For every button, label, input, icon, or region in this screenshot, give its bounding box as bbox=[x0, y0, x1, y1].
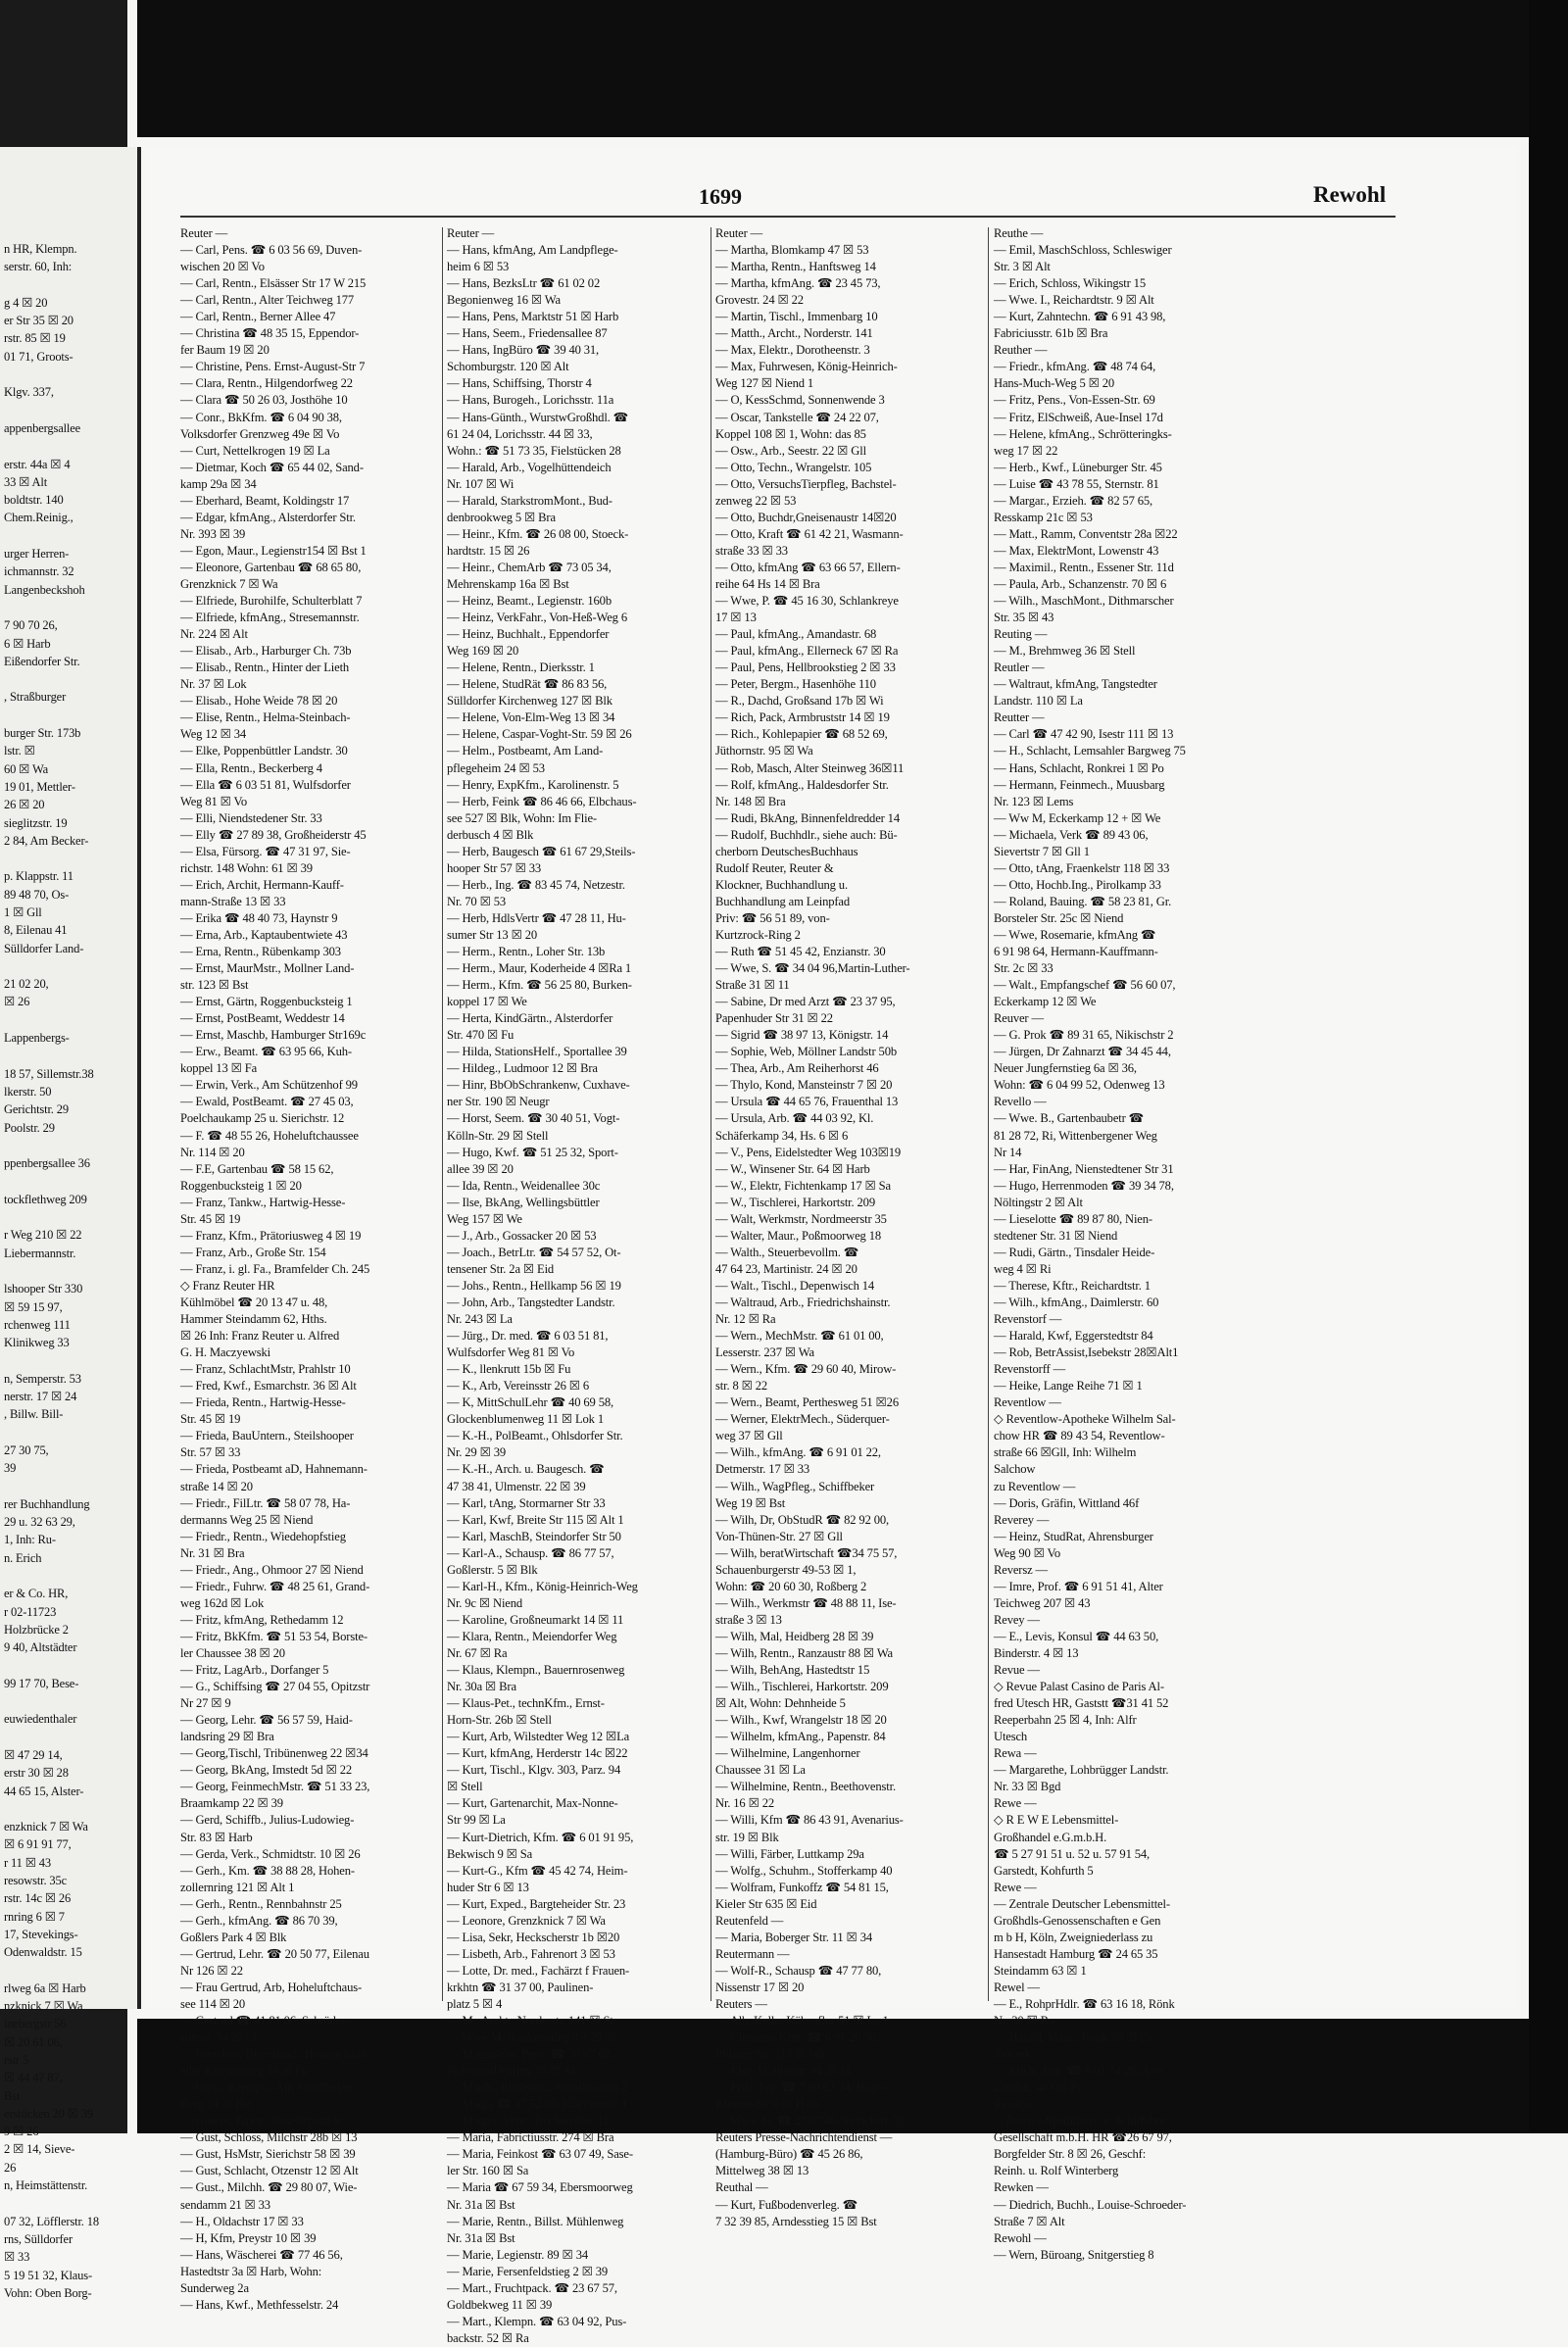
previous-page-column: n HR, Klempn. serstr. 60, Inh: g 4 ☒ 20 er Str 35 ☒ 20 rstr. 85 ☒ 19 01 71, Groots- Klgv. 337, appenbergsallee erstr. 44a ☒ 4 33 ☒ Alt boldtstr. 140 Chem.Reinig., urger Herren- ichmannstr. 32 Langenbeckshoh 7 90 70 26, 6 ☒ Harb Eißendorfer Str. , Straßburger burger Str. 173b lstr. ☒ 60 ☒ Wa 19 01, Mettler- 26 ☒ 20 sieglitzstr. 19 2 84, Am Becker- p. Klappstr. 11 89 48 70, Os- 1 ☒ Gll 8, Eilenau 41 Sülldorfer Land- 21 02 20, ☒ 26 Lappenbergs- 18 57, Sillemstr.38 lkerstr. 50 Gerichtstr. 29 Poolstr. 29 ppenbergsallee 36 tockflethweg 209 r Weg 210 ☒ 22 Liebermannstr. lshooper Str 330 ☒ 59 15 97, rchenweg 111 Klinikweg 33 n, Semperstr. 53 nerstr. 17 ☒ 24 , Billw. Bill- 27 30 75, 39 rer Buchhandlung 29 u. 32 63 29, 1, Inh: Ru- n. Erich er & Co. HR, r 02-11723 Holzbrücke 2 9 40, Altstädter 99 17 70, Bese- euwiedenthaler ☒ 47 29 14, erstr 30 ☒ 28 44 65 15, Alster- enzknick 7 ☒ Wa ☒ 6 91 91 77, r 11 ☒ 43 resowstr. 35c rstr. 14c ☒ 26 rnring 6 ☒ 7 17, Stevekings- Odenwaldstr. 15 rlweg 6a ☒ Harb nzknick 7 ☒ Wa inebergstr 56 ☒ 20 61 06, rstr 5 ☒ 44 47 87, Bst erstücken 20 ☒ 39 9 ☒ 26 2 ☒ 14, Sieve- 26 n, Heimstättenstr. 07 32, Löfflerstr. 18 rns, Sülldorfer ☒ 33 5 19 51 32, Klaus- Vohn: Oben Borg- bbox=[4, 242, 99, 2300]
directory-column-1: Reuter — — Carl, Pens. ☎ 6 03 56 69, Duven- wischen 20 ☒ Vo — Carl, Rentn., Elsässer Str 17 W 215 — Carl, Rentn., Alter Teichweg 177 — Carl, Rentn., Berner Allee 47 — Christina ☎ 48 35 15, Eppendor- fer Baum 19 ☒ 20 — Christine, Pens. Ernst-August-Str 7 — Clara, Rentn., Hilgendorfweg 22 — Clara ☎ 50 26 03, Josthöhe 10 — Conr., BkKfm. ☎ 6 04 90 38, Volksdorfer Grenzweg 49e ☒ Vo — Curt, Nettelkrogen 19 ☒ La — Dietmar, Koch ☎ 65 44 02, Sand- kamp 29a ☒ 34 — Eberhard, Beamt, Koldingstr 17 — Edgar, kfmAng., Alsterdorfer Str. Nr. 393 ☒ 39 — Egon, Maur., Legienstr154 ☒ Bst 1 — Eleonore, Gartenbau ☎ 68 65 80, Grenzknick 7 ☒ Wa — Elfriede, Burohilfe, Schulterblatt 7 — Elfriede, kfmAng., Stresemannstr. Nr. 224 ☒ Alt — Elisab., Arb., Harburger Ch. 73b — Elisab., Rentn., Hinter der Lieth Nr. 37 ☒ Lok — Elisab., Hohe Weide 78 ☒ 20 — Elise, Rentn., Helma-Steinbach- Weg 12 ☒ 34 — Elke, Poppenbüttler Landstr. 30 — Ella, Rentn., Beckerberg 4 — Ella ☎ 6 03 51 81, Wulfsdorfer Weg 81 ☒ Vo — Elli, Niendstedener Str. 33 — Elly ☎ 27 89 38, Großheiderstr 45 — Elsa, Fürsorg. ☎ 47 31 97, Sie- richstr. 148 Wohn: 61 ☒ 39 — Erich, Archit, Hermann-Kauff- mann-Straße 13 ☒ 33 — Erika ☎ 48 40 73, Haynstr 9 — Erna, Arb., Kaptaubentwiete 43 — Erna, Rentn., Rübenkamp 303 — Ernst, MaurMstr., Mollner Land- str. 123 ☒ Bst — Ernst, Gärtn, Roggenbucksteig 1 — Ernst, PostBeamt, Weddestr 14 — Ernst, Maschb, Hamburger Str169c — Erw., Beamt. ☎ 63 95 66, Kuh- koppel 13 ☒ Fa — Erwin, Verk., Am Schützenhof 99 — Ewald, PostBeamt. ☎ 27 45 03, Poelchaukamp 25 u. Sierichstr. 12 — F. ☎ 48 55 26, Hoheluftchaussee Nr. 114 ☒ 20 — F.E, Gartenbau ☎ 58 15 62, Roggenbucksteig 1 ☒ 20 — Franz, Tankw., Hartwig-Hesse- Str. 45 ☒ 19 — Franz, Kfm., Prätoriusweg 4 ☒ 19 — Franz, Arb., Große Str. 154 — Franz, i. gl. Fa., Bramfelder Ch. 245 ◇ Franz Reuter HR Kühlmöbel ☎ 20 13 47 u. 48, Hammer Steindamm 62, Hths. ☒ 26 Inh: Franz Reuter u. Alfred G. H. Maczyewski — Franz, SchlachtMstr, Prahlstr 10 — Fred, Kwf., Esmarchstr. 36 ☒ Alt — Frieda, Rentn., Hartwig-Hesse- Str. 45 ☒ 19 — Frieda, BauUntern., Steilshooper Str. 57 ☒ 33 — Frieda, Postbeamt aD, Hahnemann- straße 14 ☒ 20 — Friedr., FilLtr. ☎ 58 07 78, Ha- dermanns Weg 25 ☒ Niend — Friedr., Rentn., Wiedehopfstieg Nr. 31 ☒ Bra — Friedr., Ang., Ohmoor 27 ☒ Niend — Friedr., Fuhrw. ☎ 48 25 61, Grand- weg 162d ☒ Lok — Fritz, kfmAng, Rethedamm 12 — Fritz, BkKfm. ☎ 51 53 54, Borste- ler Chaussee 38 ☒ 20 — Fritz, LagArb., Dorfanger 5 — G., Schiffsing ☎ 27 04 55, Opitzstr Nr 27 ☒ 9 — Georg, Lehr. ☎ 56 57 59, Haid- landsring 29 ☒ Bra — Georg,Tischl, Tribünenweg 22 ☒34 — Georg, BkAng, Imstedt 5d ☒ 22 — Georg, FeinmechMstr. ☎ 51 33 23, Braamkamp 22 ☒ 39 — Gerd, Schiffb., Julius-Ludowieg- Str. 83 ☒ Harb — Gerda, Verk., Schmidtstr. 10 ☒ 26 — Gerh., Km. ☎ 38 88 28, Hohen- zollernring 121 ☒ Alt 1 — Gerh., Rentn., Rennbahnstr 25 — Gerh., kfmAng. ☎ 86 70 39, Goßlers Park 4 ☒ Blk — Gertrud, Lehr. ☎ 20 50 77, Eilenau Nr 126 ☒ 22 — Frau Gertrud, Arb, Hoheluftchaus- see 114 ☒ 20 — Gertrud ☎ 41 81 06, Schröder- stiftstr. 34 ☒ 13 — Gretchen, BlumBind., Hummelsbüt- teler Kirchenweg 39 ☒ Fu — Günt., Klempn., Am Schiffbeker Berg 14 ☒ Bst — Gustav, Tapez., Beselerplatz 9 — Gust, Schloss, Milchstr 28b ☒ 13 — Gust, HsMstr, Sierichstr 58 ☒ 39 — Gust, Schlacht, Otzenstr 12 ☒ Alt — Gust., Milchh. ☎ 29 80 07, Wie- sendamm 21 ☒ 33 — H., Oldachstr 17 ☒ 33 — H, Kfm, Preystr 10 ☒ 39 — Hans, Wäscherei ☎ 77 46 56, Hastedtstr 3a ☒ Harb, Wohn: Sunderweg 2a — Hans, Kwf., Methfesselstr. 24 bbox=[180, 226, 371, 2312]
directory-column-3: Reuter — — Martha, Blomkamp 47 ☒ 53 — Martha, Rentn., Hanftsweg 14 — Martha, kfmAng. ☎ 23 45 73, Grovestr. 24 ☒ 22 — Martin, Tischl., Immenbarg 10 — Matth., Archt., Norderstr. 141 — Max, Elektr., Dorotheenstr. 3 — Max, Fuhrwesen, König-Heinrich- Weg 127 ☒ Niend 1 — O, KessSchmd, Sonnenwende 3 — Oscar, Tankstelle ☎ 24 22 07, Koppel 108 ☒ 1, Wohn: das 85 — Osw., Arb., Seestr. 22 ☒ Gll — Otto, Techn., Wrangelstr. 105 — Otto, VersuchsTierpfleg, Bachstel- zenweg 22 ☒ 53 — Otto, Buchdr,Gneisenaustr 14☒20 — Otto, Kraft ☎ 61 42 21, Wasmann- straße 33 ☒ 33 — Otto, kfmAng ☎ 63 66 57, Ellern- reihe 64 Hs 14 ☒ Bra — Wwe, P. ☎ 45 16 30, Schlankreye 17 ☒ 13 — Paul, kfmAng., Amandastr. 68 — Paul, kfmAng., Ellerneck 67 ☒ Ra — Paul, Pens, Hellbrookstieg 2 ☒ 33 — Peter, Bergm., Hasenhöhe 110 — R., Dachd, Großsand 17b ☒ Wi — Rich, Pack, Armbruststr 14 ☒ 19 — Rich., Kohlepapier ☎ 68 52 69, Jüthornstr. 95 ☒ Wa — Rob, Masch, Alter Steinweg 36☒11 — Rolf, kfmAng., Haldesdorfer Str. Nr. 148 ☒ Bra — Rudi, BkAng, Binnenfeldredder 14 — Rudolf, Buchhdlr., siehe auch: Bü- cherborn DeutschesBuchhaus Rudolf Reuter, Reuter & Klockner, Buchhandlung u. Buchhandlung am Leinpfad Priv: ☎ 56 51 89, von- Kurtzrock-Ring 2 — Ruth ☎ 51 45 42, Enzianstr. 30 — Wwe, S. ☎ 34 04 96,Martin-Luther- Straße 31 ☒ 11 — Sabine, Dr med Arzt ☎ 23 37 95, Papenhuder Str 31 ☒ 22 — Sigrid ☎ 38 97 13, Königstr. 14 — Sophie, Web, Möllner Landstr 50b — Thea, Arb., Am Reiherhorst 46 — Thylo, Kond, Mansteinstr 7 ☒ 20 — Ursula ☎ 44 65 76, Frauenthal 13 — Ursula, Arb. ☎ 44 03 92, Kl. Schäferkamp 34, Hs. 6 ☒ 6 — V., Pens, Eidelstedter Weg 103☒19 — W., Winsener Str. 64 ☒ Harb — W., Elektr, Fichtenkamp 17 ☒ Sa — W., Tischlerei, Harkortstr. 209 — Walt, Werkmstr, Nordmeerstr 35 — Walter, Maur., Poßmoorweg 18 — Walth., Steuerbevollm. ☎ 47 64 23, Martinistr. 24 ☒ 20 — Walt., Tischl., Depenwisch 14 — Waltraud, Arb., Friedrichshainstr. Nr. 12 ☒ Ra — Wern., MechMstr. ☎ 61 01 00, Lesserstr. 237 ☒ Wa — Wern., Kfm. ☎ 29 60 40, Mirow- str. 8 ☒ 22 — Wern., Beamt, Perthesweg 51 ☒26 — Werner, ElektrMech., Süderquer- weg 37 ☒ Gll — Wilh., kfmAng. ☎ 6 91 01 22, Detmerstr. 17 ☒ 33 — Wilh., WagPfleg., Schiffbeker Weg 19 ☒ Bst — Wilh, Dr, ObStudR ☎ 82 92 00, Von-Thünen-Str. 27 ☒ Gll — Wilh, beratWirtschaft ☎34 75 57, Schauenburgerstr 49-53 ☒ 1, Wohn: ☎ 20 60 30, Roßberg 2 — Wilh., Werkmstr ☎ 48 88 11, Ise- straße 3 ☒ 13 — Wilh, Mal, Heidberg 28 ☒ 39 — Wilh, Rentn., Ranzaustr 88 ☒ Wa — Wilh, BehAng, Hastedtstr 15 — Wilh., Tischlerei, Harkortstr. 209 ☒ Alt, Wohn: Dehnheide 5 — Wilh., Kwf, Wrangelstr 18 ☒ 20 — Wilhelm, kfmAng., Papenstr. 84 — Wilhelmine, Langenhorner Chaussee 31 ☒ La — Wilhelmine, Rentn., Beethovenstr. Nr. 16 ☒ 22 — Willi, Kfm ☎ 86 43 91, Avenarius- str. 19 ☒ Blk — Willi, Färber, Luttkamp 29a — Wolfg., Schuhm., Stofferkamp 40 — Wolfram, Funkoffz ☎ 54 81 15, Kieler Str 635 ☒ Eid Reutenfeld — — Maria, Boberger Str. 11 ☒ 34 Reutermann — — Wolf-R., Schausp ☎ 47 77 80, Nissenstr 17 ☒ 20 Reuters — — Alb, Kelln, Käkenflur 51 ☒ La 1 — Clemens, Kfm. ☎ 6 91 20 30, Pillauer Str. 113 ☒ Wa — Else, Mühlenstr 34 ☒ 34 — Fritz, Ing. ☎ 7 90 62 34, Hugo- Klemm-Str 8 ☒ Harb — Wwe, G. ☎ 27 87 46, Sierichstr 73 Reuters Presse-Nachrichtendienst — (Hamburg-Büro) ☎ 45 26 86, Mittelweg 38 ☒ 13 Reuthal — — Kurt, Fußbodenverleg. ☎ 7 32 39 85, Arndesstieg 15 ☒ Bst bbox=[715, 226, 910, 2228]
column-rule bbox=[442, 227, 443, 2001]
previous-page-fragment bbox=[0, 147, 141, 2300]
scan-border-right bbox=[1529, 0, 1568, 2133]
page-number: 1699 bbox=[699, 184, 742, 209]
scan-border-top bbox=[137, 0, 1529, 137]
directory-page bbox=[145, 147, 1517, 2345]
column-rule bbox=[988, 227, 989, 2001]
column-rule bbox=[710, 227, 711, 2001]
directory-column-2: Reuter — — Hans, kfmAng, Am Landpflege- heim 6 ☒ 53 — Hans, BezksLtr ☎ 61 02 02 Begonienweg 16 ☒ Wa — Hans, Pens, Marktstr 51 ☒ Harb — Hans, Seem., Friedensallee 87 — Hans, IngBüro ☎ 39 40 31, Schomburgstr. 120 ☒ Alt — Hans, Schiffsing, Thorstr 4 — Hans, Burogeh., Lorichsstr. 11a — Hans-Günth., WurstwGroßhdl. ☎ 61 24 04, Lorichsstr. 44 ☒ 33, Wohn.: ☎ 51 73 35, Fielstücken 28 — Harald, Arb., Vogelhüttendeich Nr. 107 ☒ Wi — Harald, StarkstromMont., Bud- denbrookweg 5 ☒ Bra — Heinr., Kfm. ☎ 26 08 00, Stoeck- hardtstr. 15 ☒ 26 — Heinr., ChemArb ☎ 73 05 34, Mehrenskamp 16a ☒ Bst — Heinz, Beamt., Legienstr. 160b — Heinz, VerkFahr., Von-Heß-Weg 6 — Heinz, Buchhalt., Eppendorfer Weg 169 ☒ 20 — Helene, Rentn., Dierksstr. 1 — Helene, StudRät ☎ 86 83 56, Sülldorfer Kirchenweg 127 ☒ Blk — Helene, Von-Elm-Weg 13 ☒ 34 — Helene, Caspar-Voght-Str. 59 ☒ 26 — Helm., Postbeamt, Am Land- pflegeheim 24 ☒ 53 — Henry, ExpKfm., Karolinenstr. 5 — Herb, Feink ☎ 86 46 66, Elbchaus- see 527 ☒ Blk, Wohn: Im Flie- derbusch 4 ☒ Blk — Herb, Baugesch ☎ 61 67 29,Steils- hooper Str 57 ☒ 33 — Herb., Ing. ☎ 83 45 74, Netzestr. Nr. 70 ☒ 53 — Herb, HdlsVertr ☎ 47 28 11, Hu- sumer Str 13 ☒ 20 — Herm., Rentn., Loher Str. 13b — Herm., Maur, Koderheide 4 ☒Ra 1 — Herm., Kfm. ☎ 56 25 80, Burken- koppel 17 ☒ We — Herta, KindGärtn., Alsterdorfer Str. 470 ☒ Fu — Hilda, StationsHelf., Sportallee 39 — Hildeg., Ludmoor 12 ☒ Bra — Hinr, BbObSchrankenw, Cuxhave- ner Str. 190 ☒ Neugr — Horst, Seem. ☎ 30 40 51, Vogt- Kölln-Str. 29 ☒ Stell — Hugo, Kwf. ☎ 51 25 32, Sport- allee 39 ☒ 20 — Ida, Rentn., Weidenallee 30c — Ilse, BkAng, Wellingsbüttler Weg 157 ☒ We — J., Arb., Gossacker 20 ☒ 53 — Joach., BetrLtr. ☎ 54 57 52, Ot- tensener Str. 2a ☒ Eid — Johs., Rentn., Hellkamp 56 ☒ 19 — John, Arb., Tangstedter Landstr. Nr. 243 ☒ La — Jürg., Dr. med. ☎ 6 03 51 81, Wulfsdorfer Weg 81 ☒ Vo — K., llenkrutt 15b ☒ Fu — K., Arb, Vereinsstr 26 ☒ 6 — K, MittSchulLehr ☎ 40 69 58, Glockenblumenweg 11 ☒ Lok 1 — K.-H., PolBeamt., Ohlsdorfer Str. Nr. 29 ☒ 39 — K.-H., Arch. u. Baugesch. ☎ 47 38 41, Ulmenstr. 22 ☒ 39 — Karl, tAng, Stormarner Str 33 — Karl, Kwf, Breite Str 115 ☒ Alt 1 — Karl, MaschB, Steindorfer Str 50 — Karl-A., Schausp. ☎ 86 77 57, Goßlerstr. 5 ☒ Blk — Karl-H., Kfm., König-Heinrich-Weg Nr. 9c ☒ Niend — Karoline, Großneumarkt 14 ☒ 11 — Klara, Rentn., Meiendorfer Weg Nr. 67 ☒ Ra — Klaus, Klempn., Bauernrosenweg Nr. 30a ☒ Bra — Klaus-Pet., technKfm., Ernst- Horn-Str. 26b ☒ Stell — Kurt, Arb, Wilstedter Weg 12 ☒La — Kurt, kfmAng, Herderstr 14c ☒22 — Kurt, Tischl., Klgv. 303, Parz. 94 ☒ Stell — Kurt, Gartenarchit, Max-Nonne- Str 99 ☒ La — Kurt-Dietrich, Kfm. ☎ 6 01 91 95, Bekwisch 9 ☒ Sa — Kurt-G., Kfm ☎ 45 42 74, Heim- huder Str 6 ☒ 13 — Kurt, Exped., Bargteheider Str. 23 — Leonore, Grenzknick 7 ☒ Wa — Lisa, Sekr, Heckscherstr 1b ☒20 — Lisbeth, Arb., Fahrenort 3 ☒ 53 — Lotte, Dr. med., Fachärzt f Frauen- krkhtn ☎ 31 37 00, Paulinen- platz 5 ☒ 4 — M., Archt., Norderstr. 141 ☒ St — Wwe M, Roldornstieg 8 + ☒ 39 — Magdalene, Pens. ☎ 38 97 62, Hohenzollernring 35 ☒ Alt — Manfr., BbBeamt., Koralliusring 2 — Marga ☎ 47 52 69, Klärchenstr 1 — Margot, Vertr., Buchenallee 11 — Maria, Fabrictiusstr. 274 ☒ Bra — Maria, Feinkost ☎ 63 07 49, Sase- ler Str. 160 ☒ Sa — Maria ☎ 67 59 34, Ebersmoorweg Nr. 31a ☒ Bst — Marie, Rentn., Billst. Mühlenweg Nr. 31a ☒ Bst — Marie, Legienstr. 89 ☒ 34 — Marie, Fersenfeldstieg 2 ☒ 39 — Mart., Fruchtpack. ☎ 23 67 57, Goldbekweg 11 ☒ 39 — Mart., Klempn. ☎ 63 04 92, Pus- backstr. 52 ☒ Ra bbox=[447, 226, 638, 2345]
running-head: Rewohl bbox=[1313, 182, 1387, 207]
directory-column-4: Reuthe — — Emil, MaschSchloss, Schleswiger Str. 3 ☒ Alt — Erich, Schloss, Wikingstr 15 — Wwe. I., Reichardtstr. 9 ☒ Alt — Kurt, Zahntechn. ☎ 6 91 43 98, Fabriciusstr. 61b ☒ Bra Reuther — — Friedr., kfmAng. ☎ 48 74 64, Hans-Much-Weg 5 ☒ 20 — Fritz, Pens., Von-Essen-Str. 69 — Fritz, ElSchweiß, Aue-Insel 17d — Helene, kfmAng., Schrötteringks- weg 17 ☒ 22 — Herb., Kwf., Lüneburger Str. 45 — Luise ☎ 43 78 55, Sternstr. 81 — Margar., Erzieh. ☎ 82 57 65, Resskamp 21c ☒ 53 — Matt., Ramm, Conventstr 28a ☒22 — Max, ElektrMont, Lowenstr 43 — Maximil., Rentn., Essener Str. 11d — Paula, Arb., Schanzenstr. 70 ☒ 6 — Wilh., MaschMont., Dithmarscher Str. 35 ☒ 43 Reuting — — M., Brehmweg 36 ☒ Stell Reutler — — Waltraut, kfmAng, Tangstedter Landstr. 110 ☒ La Reutter — — Carl ☎ 47 42 90, Isestr 111 ☒ 13 — H., Schlacht, Lemsahler Bargweg 75 — Hans, Schlacht, Ronkrei 1 ☒ Po — Hermann, Feinmech., Muusbarg Nr. 123 ☒ Lems — Ww M, Eckerkamp 12 + ☒ We — Michaela, Verk ☎ 89 43 06, Sievertstr 7 ☒ Gll 1 — Otto, tAng, Fraenkelstr 118 ☒ 33 — Otto, Hochb.Ing., Pirolkamp 33 — Roland, Bauing. ☎ 58 23 81, Gr. Borsteler Str. 25c ☒ Niend — Wwe, Rosemarie, kfmAng ☎ 6 91 98 64, Hermann-Kauffmann- Str. 2c ☒ 33 — Walt., Empfangschef ☎ 56 60 07, Eckerkamp 12 ☒ We Reuver — — G. Prok ☎ 89 31 65, Nikischstr 2 — Jürgen, Dr Zahnarzt ☎ 34 45 44, Neuer Jungfernstieg 6a ☒ 36, Wohn: ☎ 6 04 99 52, Odenweg 13 Revello — — Wwe. B., Gartenbaubetr ☎ 81 28 72, Ri, Wittenbergener Weg Nr 14 — Har, FinAng, Nienstedtener Str 31 — Hugo, Herrenmoden ☎ 39 34 78, Nöltingstr 2 ☒ Alt — Lieselotte ☎ 89 87 80, Nien- stedtener Str. 31 ☒ Niend — Rudi, Gärtn., Tinsdaler Heide- weg 4 ☒ Ri — Therese, Kftr., Reichardtstr. 1 — Wilh., kfmAng., Daimlerstr. 60 Revenstorf — — Harald, Kwf, Eggerstedtstr 84 — Rob, BetrAssist,Isebekstr 28☒Alt1 Revenstorff — — Heike, Lange Reihe 71 ☒ 1 Reventlow — ◇ Reventlow-Apotheke Wilhelm Sal- chow HR ☎ 89 43 54, Reventlow- straße 66 ☒Gll, Inh: Wilhelm Salchow zu Reventlow — — Doris, Gräfin, Wittland 46f Reverey — — Heinz, StudRat, Ahrensburger Weg 90 ☒ Vo Reversz — — Imre, Prof. ☎ 6 91 51 41, Alter Teichweg 207 ☒ 43 Revey — — E., Levis, Konsul ☎ 44 63 50, Binderstr. 4 ☒ 13 Revue — ◇ Revue Palast Casino de Paris Al- fred Utesch HR, Gaststt ☎31 41 52 Reeperbahn 25 ☒ 4, Inh: Alfr Utesch Rewa — — Margarethe, Lohbrügger Landstr. Nr. 33 ☒ Bgd Rewe — ◇ R E W E Lebensmittel- Großhandel e.G.m.b.H. ☎ 5 27 91 51 u. 52 u. 57 91 54, Garstedt, Kohfurth 5 Rewe — — Zentrale Deutscher Lebensmittel- Großhdls-Genossenschaften e Gen m b H, Köln, Zweigniederlass zu Hansestadt Hamburg ☎ 24 65 35 Steindamm 63 ☒ 1 Rewel — — E., RohprHdlr. ☎ 63 16 18, Rönk Nr. 30 ☒ Ra — Harald, Maur., Rönk 30 ☒ Fa Rewerk — — Erich, Ang. ☎ 6 01 74 29, Alte Landstr. 403 ☒ Po Rewico — ◇ Rewico Speditions- u. Schiffahrts- Gesellschaft m.b.H. HR ☎26 67 97, Borgfelder Str. 8 ☒ 26, Geschf: Reinh. u. Rolf Winterberg Rewken — — Diedrich, Buchh., Louise-Schroeder- Straße 7 ☒ Alt Rewohl — — Wern, Büroang, Snitgerstieg 8 bbox=[994, 226, 1187, 2262]
header-rule bbox=[180, 216, 1396, 218]
